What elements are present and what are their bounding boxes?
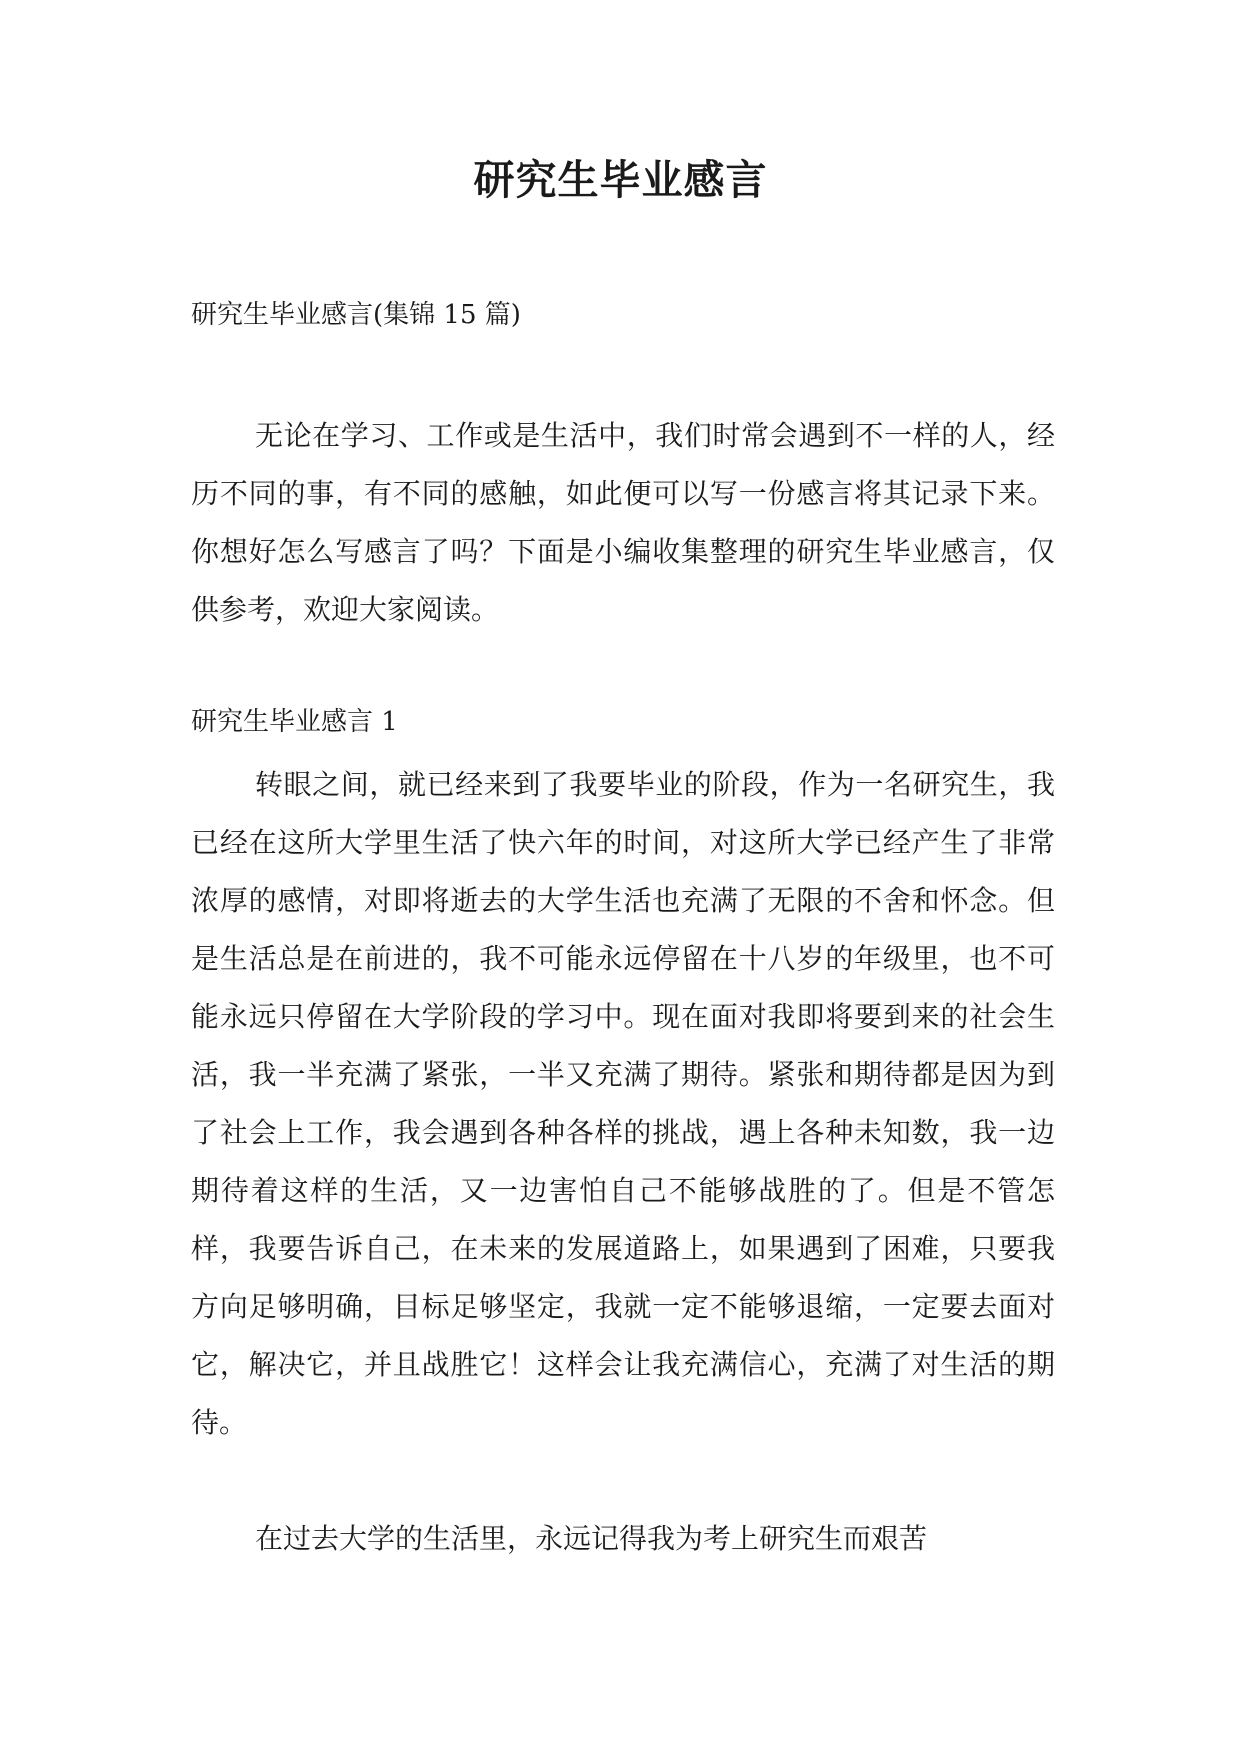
document-subtitle: 研究生毕业感言(集锦 15 篇) xyxy=(191,300,521,330)
intro-paragraph: 无论在学习、工作或是生活中，我们时常会遇到不一样的人，经历不同的事，有不同的感触，如此便可以写一份感言将其记录下来。你想好怎么写感言了吗？下面是小编收集整理的研究生毕业感言，仅供参考，欢迎大家阅读。 xyxy=(191,419,1055,626)
section-heading: 研究生毕业感言 1 xyxy=(191,707,398,737)
document-title: 研究生毕业感言 xyxy=(473,156,768,204)
body-paragraph: 在过去大学的生活里，永远记得我为考上研究生而艰苦 xyxy=(255,1522,928,1555)
body-paragraph: 转眼之间，就已经来到了我要毕业的阶段，作为一名研究生，我已经在这所大学里生活了快六年的时间，对这所大学已经产生了非常浓厚的感情，对即将逝去的大学生活也充满了无限的不舍和怀念。但是生活总是在前进的，我不可能永远停留在十八岁的年级里，也不可能永远只停留在大学阶段的学习中。现在面对我即将要到来的社会生活，我一半充满了紧张，一半又充满了期待。紧张和期待都是因为到了社会上工作，我会遇到各种各样的挑战，遇上各种未知数，我一边期待着这样的生活，又一边害怕自己不能够战胜的了。但是不管怎样，我要告诉自己，在未来的发展道路上，如果遇到了困难，只要我方向足够明确，目标足够坚定，我就一定不能够退缩，一定要去面对它，解决它，并且战胜它！这样会让我充满信心，充满了对生活的期待。 xyxy=(191,768,1055,1439)
